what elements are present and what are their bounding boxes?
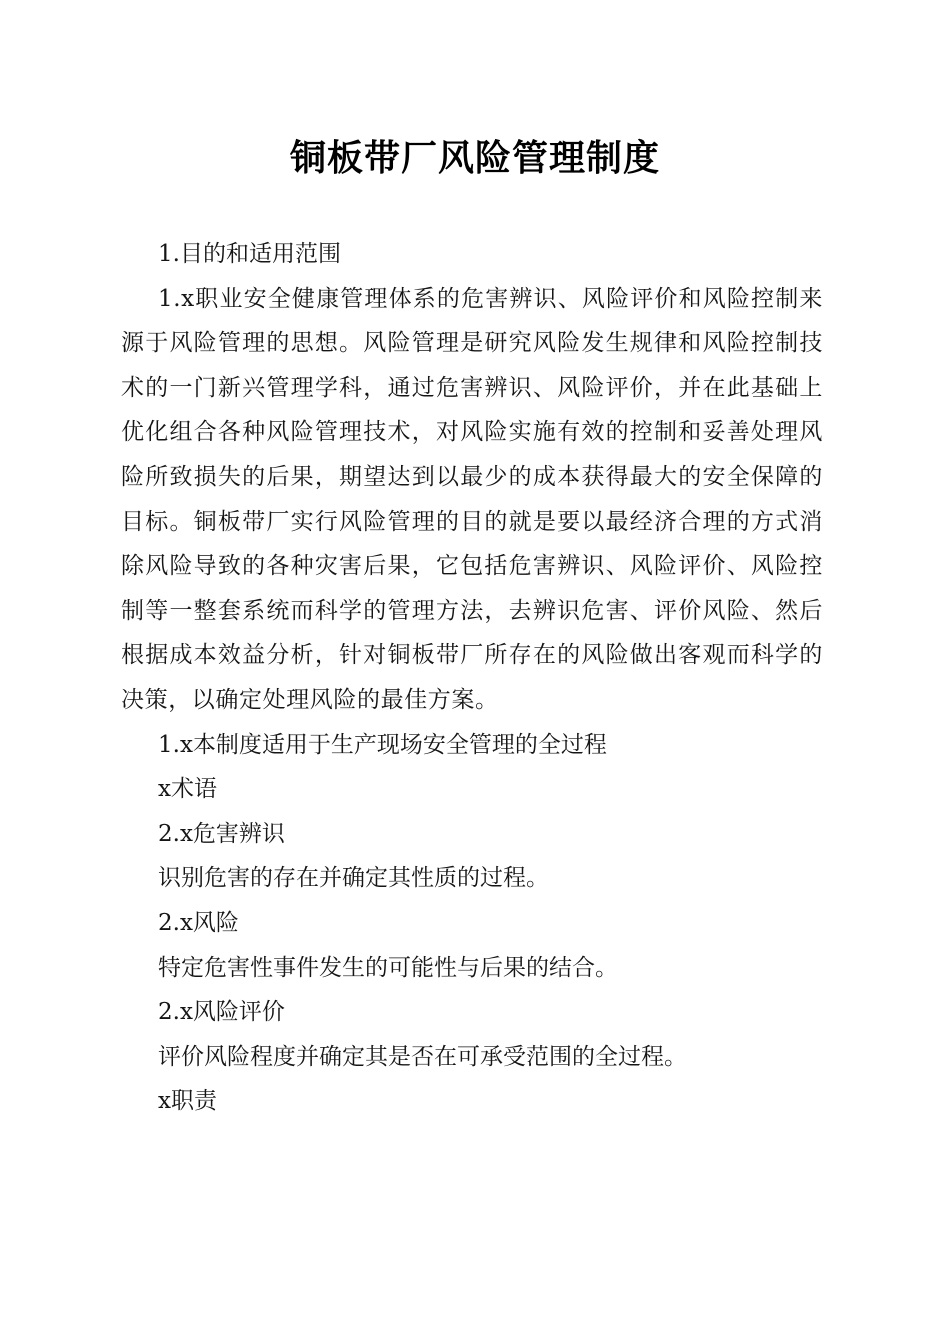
- paragraph-risk-management: 1.x职业安全健康管理体系的危害辨识、风险评价和风险控制来源于风险管理的思想。风险管理是研究风险发生规律和风险控制技术的一门新兴管理学科，通过危害辨识、风险评价，并在此基础上优化组合各种风险管理技术，对风险实施有效的控制和妥善处理风险所致损失的后果，期望达到以最少的成本获得最大的安全保障的目标。铜板带厂实行风险管理的目的就是要以最经济合理的方式消除风险导致的各种灾害后果，它包括危害辨识、风险评价、风险控制等一整套系统而科学的管理方法，去辨识危害、评价风险、然后根据成本效益分析，针对铜板带厂所存在的风险做出客观而科学的决策，以确定处理风险的最佳方案。: [121, 285, 823, 713]
- section-heading-responsibilities: x职责: [158, 1088, 217, 1115]
- document-title: 铜板带厂风险管理制度: [289, 137, 660, 179]
- term-definition-risk-assessment: 评价风险程度并确定其是否在可承受范围的全过程。: [158, 1043, 687, 1070]
- paragraph-scope: 1.x本制度适用于生产现场安全管理的全过程: [158, 731, 607, 758]
- term-definition-hazard-identification: 识别危害的存在并确定其性质的过程。: [158, 865, 549, 892]
- document-body: [121, 232, 823, 1124]
- term-definition-risk: 特定危害性事件发生的可能性与后果的结合。: [158, 954, 618, 981]
- term-heading-risk: 2.x风险: [158, 909, 239, 936]
- section-heading-purpose: 1.目的和适用范围: [158, 241, 341, 267]
- term-heading-risk-assessment: 2.x风险评价: [158, 999, 285, 1026]
- section-heading-terms: x术语: [158, 776, 217, 803]
- term-heading-hazard-identification: 2.x危害辨识: [158, 820, 285, 847]
